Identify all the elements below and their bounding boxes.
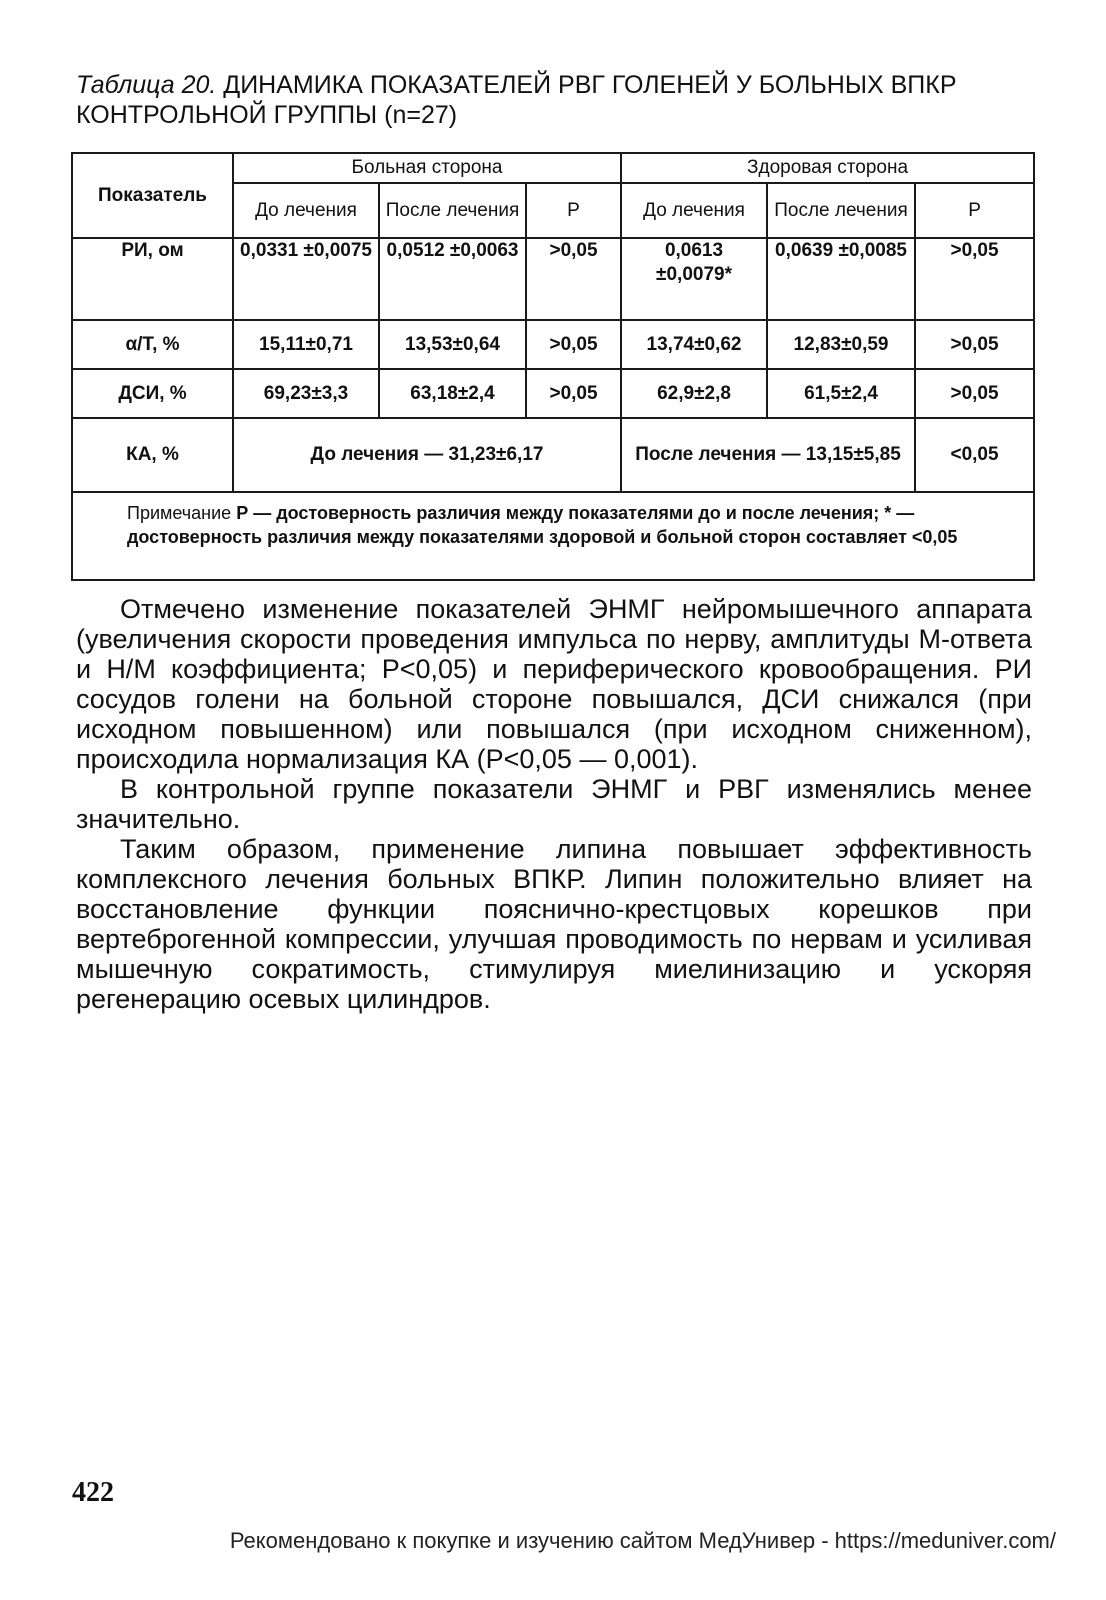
cell-sick-before: 15,11±0,71 bbox=[233, 320, 379, 369]
paragraph: Таким образом, применение липина повышает эффективность комплексного лечения больных ВПКР. Липин положительно влияет на восстановление функции пояснично-крестцовых корешков при вертеброгенной компрессии, улучшая проводимость по нервам и усиливая мышечную сократимость, стимулируя миелинизацию и ускоряя регенерацию осевых цилиндров. bbox=[76, 834, 1032, 1014]
footer-recommendation: Рекомендовано к покупке и изучению сайтом МедУнивер - https://meduniver.com/ bbox=[229, 1528, 1056, 1553]
header-sick-before: До лечения bbox=[233, 183, 379, 238]
table-note-row bbox=[72, 492, 1034, 580]
row-name: ДСИ, % bbox=[72, 369, 233, 418]
table-caption-number: Таблица 20. bbox=[76, 71, 217, 99]
table-row bbox=[72, 238, 1034, 320]
paragraph: В контрольной группе показатели ЭНМГ и РВГ изменялись менее значительно. bbox=[76, 774, 1032, 834]
table-row bbox=[72, 369, 1034, 418]
cell-healthy-after: 61,5±2,4 bbox=[767, 369, 915, 418]
cell-healthy-p: >0,05 bbox=[915, 369, 1034, 418]
table-row bbox=[72, 320, 1034, 369]
cell-sick-p: >0,05 bbox=[526, 320, 621, 369]
cell-healthy-before: 0,0613 ±0,0079* bbox=[621, 238, 767, 320]
row-name: РИ, ом bbox=[72, 238, 233, 320]
table-note-text: Р — достоверность различия между показателями до и после лечения; * — достоверность различия между показателями здоровой и больной сторон составляет <0,05 bbox=[127, 503, 958, 547]
header-healthy-p: Р bbox=[915, 183, 1034, 238]
cell-ka-after: После лечения — 13,15±5,85 bbox=[621, 418, 915, 492]
table-note bbox=[72, 492, 1034, 580]
cell-sick-after: 0,0512 ±0,0063 bbox=[379, 238, 526, 320]
header-healthy-side: Здоровая сторона bbox=[621, 153, 1034, 183]
cell-healthy-before: 62,9±2,8 bbox=[621, 369, 767, 418]
table-caption bbox=[76, 70, 1036, 130]
table-row-ka bbox=[72, 418, 1034, 492]
cell-healthy-p: >0,05 bbox=[915, 320, 1034, 369]
header-sick-p: Р bbox=[526, 183, 621, 238]
header-healthy-before: До лечения bbox=[621, 183, 767, 238]
page-number: 422 bbox=[72, 1477, 114, 1508]
row-name: α/Т, % bbox=[72, 320, 233, 369]
row-name: КА, % bbox=[72, 418, 233, 492]
header-indicator: Показатель bbox=[72, 153, 233, 238]
cell-sick-after: 13,53±0,64 bbox=[379, 320, 526, 369]
cell-sick-before: 0,0331 ±0,0075 bbox=[233, 238, 379, 320]
header-sick-side: Больная сторона bbox=[233, 153, 621, 183]
paragraph: Отмечено изменение показателей ЭНМГ нейромышечного аппарата (увеличения скорости проведения импульса по нерву, амплитуды М-ответа и Н/М коэффициента; Р<0,05) и периферического кровообращения. РИ сосудов голени на больной стороне повышался, ДСИ снижался (при исходном повышенном) или повышался (при исходном сниженном), происходила нормализация КА (Р<0,05 — 0,001). bbox=[76, 594, 1032, 774]
cell-ka-before: До лечения — 31,23±6,17 bbox=[233, 418, 621, 492]
cell-sick-after: 63,18±2,4 bbox=[379, 369, 526, 418]
header-healthy-after: После лечения bbox=[767, 183, 915, 238]
cell-sick-p: >0,05 bbox=[526, 369, 621, 418]
cell-ka-p: <0,05 bbox=[915, 418, 1034, 492]
cell-healthy-after: 12,83±0,59 bbox=[767, 320, 915, 369]
cell-healthy-p: >0,05 bbox=[915, 238, 1034, 320]
body-text bbox=[76, 594, 1032, 1014]
cell-healthy-after: 0,0639 ±0,0085 bbox=[767, 238, 915, 320]
header-sick-after: После лечения bbox=[379, 183, 526, 238]
rvg-table bbox=[71, 152, 1035, 581]
cell-sick-p: >0,05 bbox=[526, 238, 621, 320]
table-caption-title: ДИНАМИКА ПОКАЗАТЕЛЕЙ РВГ ГОЛЕНЕЙ У БОЛЬНЫХ ВПКР КОНТРОЛЬНОЙ ГРУППЫ (n=27) bbox=[76, 71, 957, 129]
cell-sick-before: 69,23±3,3 bbox=[233, 369, 379, 418]
table-header-groups bbox=[72, 153, 1034, 183]
table-note-label: Примечание bbox=[127, 503, 232, 523]
cell-healthy-before: 13,74±0,62 bbox=[621, 320, 767, 369]
